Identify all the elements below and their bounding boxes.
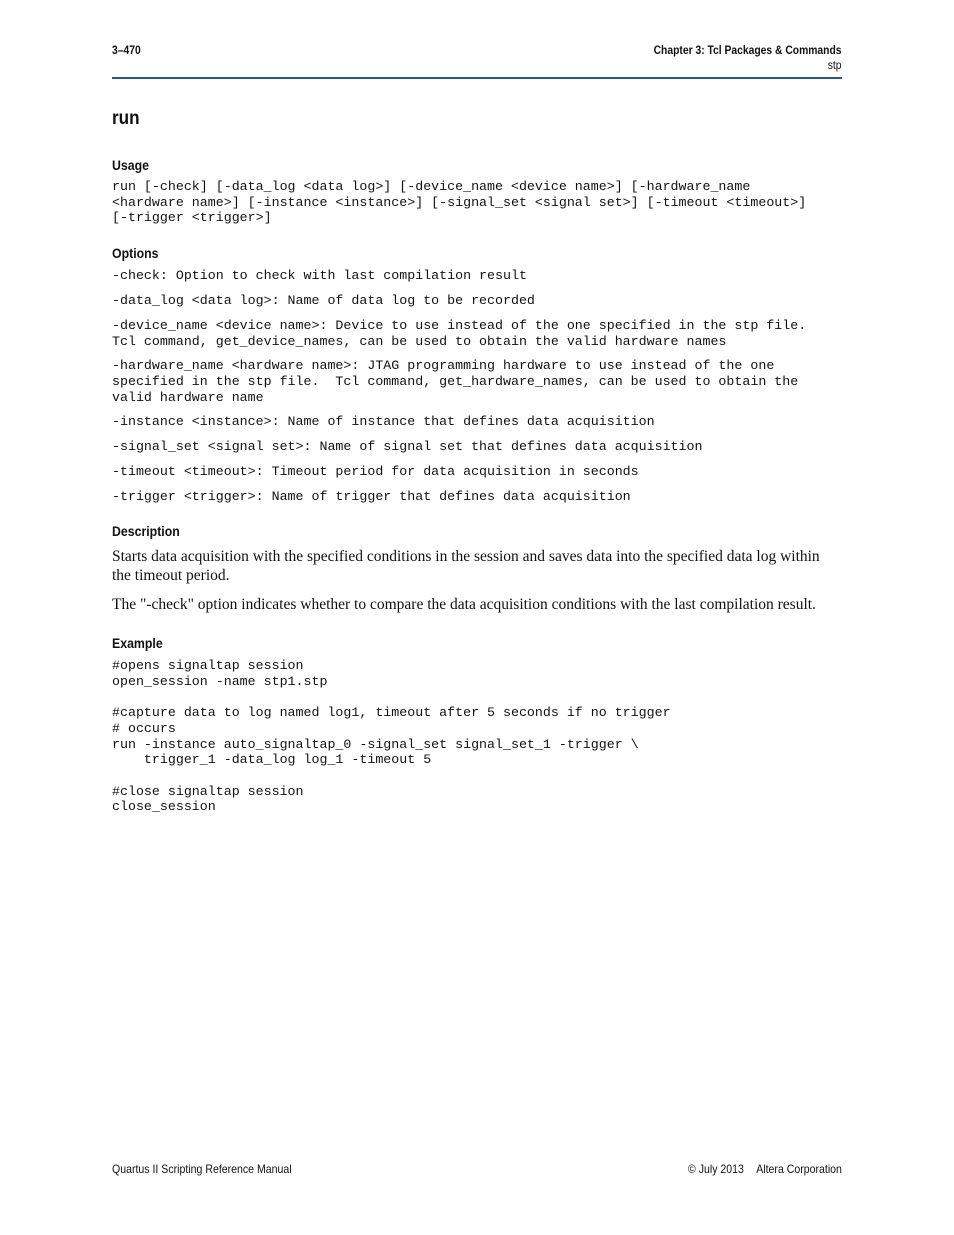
footer-company: Altera Corporation <box>756 1162 842 1176</box>
option-data-log: -data_log <data log>: Name of data log to be recorded <box>112 293 535 309</box>
header-divider <box>112 77 842 79</box>
option-trigger: -trigger <trigger>: Name of trigger that defines data acquisition <box>112 489 631 505</box>
option-device-name: -device_name <device name>: Device to use instead of the one specified in the stp file. Tcl command, get_device_names, can be used to obtain the valid hardware names <box>112 318 807 350</box>
page-number: 3–470 <box>112 43 141 57</box>
description-heading: Description <box>112 523 180 540</box>
footer-date: © July 2013 <box>688 1162 744 1176</box>
example-code: #opens signaltap session open_session -name stp1.stp #capture data to log named log1, timeout after 5 seconds if no trigger # occurs run -instance auto_signaltap_0 -signal_set signal_set_1 -trigger \ trigger_1 -data_log log_1 -timeout 5 #close signaltap session close_session <box>112 658 671 815</box>
usage-syntax: run [-check] [-data_log <data log>] [-device_name <device name>] [-hardware_name <hardware name>] [-instance <instance>] [-signal_set <signal set>] [-timeout <timeout>] [-trigger <trigger>] <box>112 179 807 226</box>
option-signal-set: -signal_set <signal set>: Name of signal set that defines data acquisition <box>112 439 703 455</box>
option-instance: -instance <instance>: Name of instance that defines data acquisition <box>112 414 655 430</box>
running-header <box>623 43 842 73</box>
page-body <box>112 100 842 815</box>
options-heading: Options <box>112 245 159 262</box>
chapter-title: Chapter 3: Tcl Packages & Commands <box>654 43 842 57</box>
example-heading: Example <box>112 635 163 651</box>
option-check: -check: Option to check with last compilation result <box>112 268 527 284</box>
footer-manual-title: Quartus II Scripting Reference Manual <box>112 1162 292 1176</box>
option-hardware-name: -hardware_name <hardware name>: JTAG programming hardware to use instead of the one specified in the stp file. Tcl command, get_hardware_names, can be used to obtain the valid hardware name <box>112 358 799 406</box>
option-timeout: -timeout <timeout>: Timeout period for data acquisition in seconds <box>112 464 639 480</box>
footer-copyright <box>688 1162 842 1176</box>
description-paragraph: The "-check" option indicates whether to compare the data acquisition conditions with the last compilation result. <box>112 595 816 613</box>
description-paragraph: Starts data acquisition with the specified conditions in the session and saves data into the specified data log within the timeout period. <box>112 548 820 585</box>
section-name: stp <box>828 58 842 72</box>
usage-heading: Usage <box>112 157 149 173</box>
command-title: run <box>112 108 140 129</box>
